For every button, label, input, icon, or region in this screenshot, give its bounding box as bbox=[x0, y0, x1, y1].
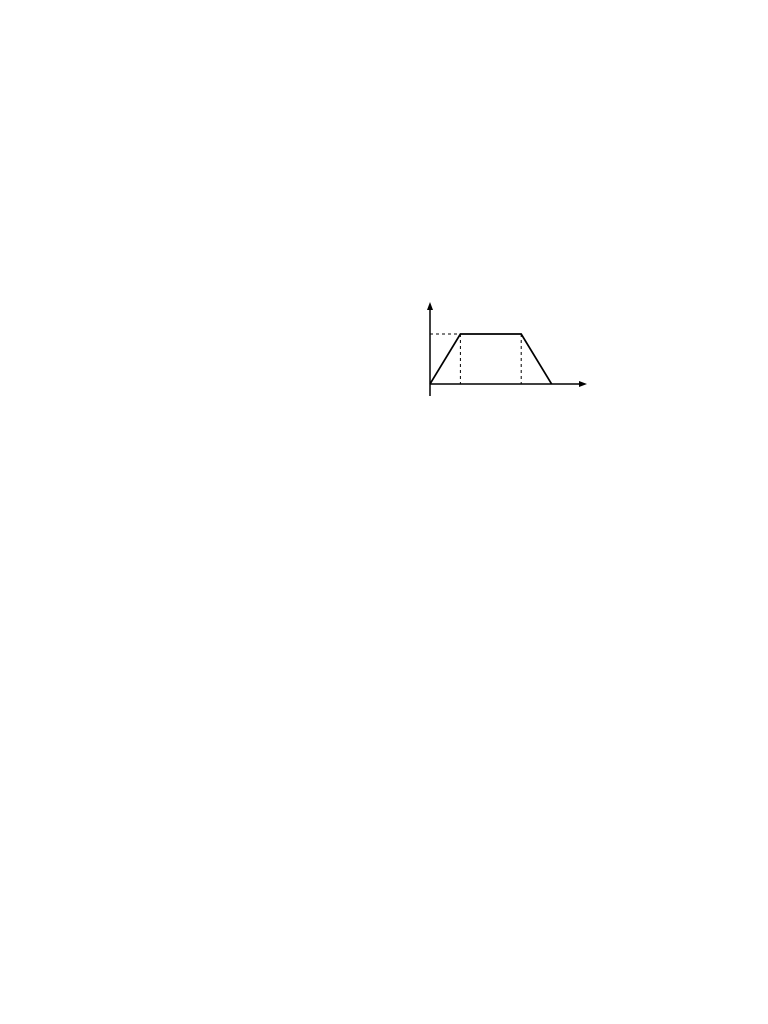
series-line bbox=[430, 334, 552, 384]
y-axis-arrow bbox=[427, 302, 433, 310]
position-time-graph bbox=[398, 300, 618, 410]
x-axis-arrow bbox=[579, 381, 587, 387]
